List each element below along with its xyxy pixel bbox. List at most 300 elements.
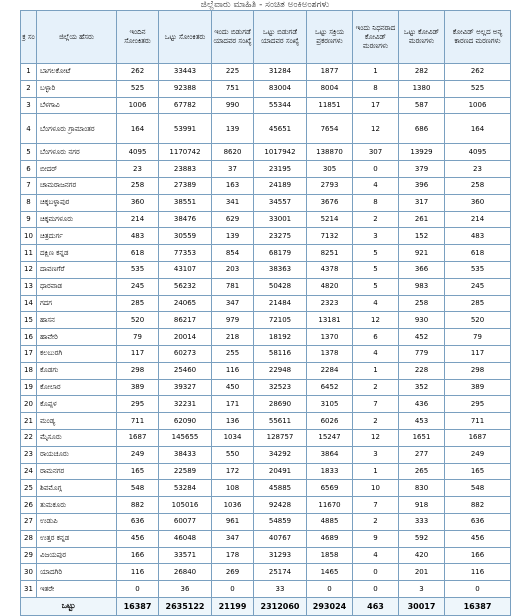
district-name-cell: ಗದಗ: [37, 295, 117, 312]
total-deaths-cell: 317: [399, 194, 445, 211]
today-deaths-cell: 12: [353, 312, 399, 329]
active-cases-cell: 1370: [307, 329, 353, 346]
active-cases-cell: 3864: [307, 446, 353, 463]
today-deaths-cell: 8: [353, 80, 399, 97]
table-row: [21, 278, 511, 295]
other-deaths-cell: 79: [445, 329, 511, 346]
today-deaths-cell: 3: [353, 228, 399, 245]
today-deaths-cell: 4: [353, 295, 399, 312]
totals-row: [21, 597, 511, 615]
other-deaths-cell: 389: [445, 379, 511, 396]
district-name-cell: ರಾಮನಗರ: [37, 463, 117, 480]
active-cases-cell: 1378: [307, 345, 353, 362]
district-name-cell: ರಾಯಚೂರು: [37, 446, 117, 463]
total-infected-cell: 60273: [159, 345, 212, 362]
today-deaths-cell: 4: [353, 177, 399, 194]
today-discharged-cell: 450: [212, 379, 254, 396]
total-infected-cell: 26840: [159, 564, 212, 581]
active-cases-cell: 6452: [307, 379, 353, 396]
total-discharged-cell: 45885: [254, 480, 307, 497]
today-discharged-cell: 225: [212, 64, 254, 81]
district-name-cell: ಮೈಸೂರು: [37, 429, 117, 446]
serial-cell: 6: [21, 161, 37, 178]
total-discharged-cell: 33001: [254, 211, 307, 228]
total-deaths-cell: 420: [399, 547, 445, 564]
table-row: [21, 345, 511, 362]
today-discharged-cell: 347: [212, 295, 254, 312]
district-name-cell: ಬೆಳಗಾವಿ: [37, 97, 117, 114]
total-deaths-cell: 453: [399, 413, 445, 430]
today-discharged-cell: 781: [212, 278, 254, 295]
today-infected-cell: 245: [117, 278, 159, 295]
table-row: [21, 80, 511, 97]
total-deaths-cell: 592: [399, 530, 445, 547]
serial-cell: 30: [21, 564, 37, 581]
today-infected-cell: 711: [117, 413, 159, 430]
total-active-cases: 293024: [307, 597, 353, 615]
table-row: [21, 97, 511, 114]
serial-cell: 3: [21, 97, 37, 114]
district-name-cell: ಕೋಲಾರ: [37, 379, 117, 396]
today-discharged-cell: 163: [212, 177, 254, 194]
table-row: [21, 245, 511, 262]
total-deaths-cell: 830: [399, 480, 445, 497]
total-deaths-cell: 779: [399, 345, 445, 362]
total-infected-cell: 56232: [159, 278, 212, 295]
today-infected-cell: 249: [117, 446, 159, 463]
total-deaths-cell: 930: [399, 312, 445, 329]
district-name-cell: ಹಾವೇರಿ: [37, 329, 117, 346]
serial-cell: 13: [21, 278, 37, 295]
total-discharged-cell: 128757: [254, 429, 307, 446]
today-deaths-cell: 1: [353, 463, 399, 480]
active-cases-cell: 1833: [307, 463, 353, 480]
col-header-other-deaths: ಕೋವಿಡ್ ಅಲ್ಲದ ಅನ್ಯ ಕಾರಣದ ಮರಣಗಳು: [445, 11, 511, 64]
total-infected-cell: 38551: [159, 194, 212, 211]
total-discharged-cell: 40767: [254, 530, 307, 547]
active-cases-cell: 2284: [307, 362, 353, 379]
total-infected-cell: 38433: [159, 446, 212, 463]
today-discharged-cell: 37: [212, 161, 254, 178]
total-discharged-cell: 55611: [254, 413, 307, 430]
today-discharged-cell: 218: [212, 329, 254, 346]
today-deaths-cell: 7: [353, 497, 399, 514]
total-infected-cell: 25460: [159, 362, 212, 379]
table-row: [21, 564, 511, 581]
total-deaths-cell: 379: [399, 161, 445, 178]
serial-cell: 20: [21, 396, 37, 413]
other-deaths-cell: 0: [445, 581, 511, 598]
total-infected-cell: 27389: [159, 177, 212, 194]
today-infected-cell: 262: [117, 64, 159, 81]
other-deaths-cell: 262: [445, 64, 511, 81]
total-infected-cell: 1170742: [159, 144, 212, 161]
serial-cell: 5: [21, 144, 37, 161]
total-infected-cell: 33571: [159, 547, 212, 564]
col-header-today-discharged: ಇಂದು ಬಿಡುಗಡೆ ಯಾದವರ ಸಂಖ್ಯೆ: [212, 11, 254, 64]
today-discharged-cell: 1036: [212, 497, 254, 514]
table-row: [21, 463, 511, 480]
today-deaths-cell: 10: [353, 480, 399, 497]
table-row: [21, 177, 511, 194]
today-deaths-cell: 5: [353, 261, 399, 278]
table-row: [21, 379, 511, 396]
today-discharged-cell: 979: [212, 312, 254, 329]
today-infected-cell: 1006: [117, 97, 159, 114]
active-cases-cell: 1877: [307, 64, 353, 81]
serial-cell: 15: [21, 312, 37, 329]
serial-cell: 4: [21, 114, 37, 144]
district-name-cell: ಬೀದರ್: [37, 161, 117, 178]
today-infected-cell: 483: [117, 228, 159, 245]
serial-cell: 28: [21, 530, 37, 547]
table-title: ಜಿಲ್ಲೆವಾರು ಮಾಹಿತಿ - ಸಂಚಿತ ಅಂಕಿಅಂಶಗಳು: [20, 0, 510, 12]
district-name-cell: ಬೆಂಗಳೂರು ಗ್ರಾಮಾಂತರ: [37, 114, 117, 144]
other-deaths-cell: 1006: [445, 97, 511, 114]
serial-cell: 23: [21, 446, 37, 463]
total-discharged-cell: 45651: [254, 114, 307, 144]
today-infected-cell: 1687: [117, 429, 159, 446]
total-discharged-cell: 21484: [254, 295, 307, 312]
total-deaths-cell: 152: [399, 228, 445, 245]
today-discharged-cell: 269: [212, 564, 254, 581]
table-row: [21, 429, 511, 446]
other-deaths-cell: 618: [445, 245, 511, 262]
total-infected-cell: 53991: [159, 114, 212, 144]
total-infected-cell: 86217: [159, 312, 212, 329]
active-cases-cell: 4885: [307, 513, 353, 530]
today-infected-cell: 456: [117, 530, 159, 547]
district-name-cell: ಧಾರವಾಡ: [37, 278, 117, 295]
col-header-total-discharged: ಒಟ್ಟು ಬಿಡುಗಡೆ ಯಾದವರ ಸಂಖ್ಯೆ: [254, 11, 307, 64]
total-discharged-cell: 72105: [254, 312, 307, 329]
other-deaths-cell: 295: [445, 396, 511, 413]
total-discharged-cell: 20491: [254, 463, 307, 480]
total-deaths-cell: 1651: [399, 429, 445, 446]
total-discharged-cell: 38363: [254, 261, 307, 278]
total-today-infected: 16387: [117, 597, 159, 615]
today-infected-cell: 164: [117, 114, 159, 144]
total-infected-cell: 92388: [159, 80, 212, 97]
today-infected-cell: 116: [117, 564, 159, 581]
active-cases-cell: 15247: [307, 429, 353, 446]
other-deaths-cell: 882: [445, 497, 511, 514]
district-name-cell: ಚಾಮರಾಜನಗರ: [37, 177, 117, 194]
today-infected-cell: 520: [117, 312, 159, 329]
total-discharged-cell: 23195: [254, 161, 307, 178]
today-deaths-cell: 12: [353, 114, 399, 144]
active-cases-cell: 3676: [307, 194, 353, 211]
active-cases-cell: 4820: [307, 278, 353, 295]
today-discharged-cell: 203: [212, 261, 254, 278]
total-infected-cell: 23883: [159, 161, 212, 178]
table-row: [21, 312, 511, 329]
col-header-active-cases: ಒಟ್ಟು ಸಕ್ರಿಯ ಪ್ರಕರಣಗಳು: [307, 11, 353, 64]
table-row: [21, 547, 511, 564]
serial-cell: 2: [21, 80, 37, 97]
active-cases-cell: 5214: [307, 211, 353, 228]
district-name-cell: ತುಮಕೂರು: [37, 497, 117, 514]
district-stats-table: [20, 10, 511, 616]
total-deaths-cell: 277: [399, 446, 445, 463]
today-deaths-cell: 5: [353, 278, 399, 295]
active-cases-cell: 138870: [307, 144, 353, 161]
active-cases-cell: 3105: [307, 396, 353, 413]
total-deaths-cell: 983: [399, 278, 445, 295]
active-cases-cell: 2323: [307, 295, 353, 312]
table-row: [21, 396, 511, 413]
today-discharged-cell: 116: [212, 362, 254, 379]
active-cases-cell: 8251: [307, 245, 353, 262]
col-header-district: ಜಿಲ್ಲೆಯ ಹೆಸರು: [37, 11, 117, 64]
other-deaths-cell: 258: [445, 177, 511, 194]
total-infected-cell: 77353: [159, 245, 212, 262]
today-discharged-cell: 178: [212, 547, 254, 564]
total-deaths-cell: 436: [399, 396, 445, 413]
serial-cell: 21: [21, 413, 37, 430]
today-deaths-cell: 7: [353, 396, 399, 413]
total-today-discharged: 21199: [212, 597, 254, 615]
today-deaths-cell: 2: [353, 211, 399, 228]
today-discharged-cell: 108: [212, 480, 254, 497]
today-discharged-cell: 139: [212, 228, 254, 245]
today-infected-cell: 4095: [117, 144, 159, 161]
col-header-today-deaths: ಇಂದು ನಿಧನರಾದ ಕೋವಿಡ್ ಮರಣಗಳು: [353, 11, 399, 64]
total-deaths-cell: 587: [399, 97, 445, 114]
total-deaths-cell: 13929: [399, 144, 445, 161]
today-discharged-cell: 0: [212, 581, 254, 598]
district-name-cell: ಬಳ್ಳಾರಿ: [37, 80, 117, 97]
other-deaths-cell: 117: [445, 345, 511, 362]
today-discharged-cell: 751: [212, 80, 254, 97]
total-deaths: 30017: [399, 597, 445, 615]
table-row: [21, 161, 511, 178]
other-deaths-cell: 360: [445, 194, 511, 211]
serial-cell: 17: [21, 345, 37, 362]
today-discharged-cell: 172: [212, 463, 254, 480]
footnote-strip: [20, 592, 510, 600]
other-deaths-cell: 298: [445, 362, 511, 379]
total-infected-cell: 62090: [159, 413, 212, 430]
total-deaths-cell: 228: [399, 362, 445, 379]
total-discharged-cell: 31284: [254, 64, 307, 81]
today-discharged-cell: 171: [212, 396, 254, 413]
total-deaths-cell: 352: [399, 379, 445, 396]
total-infected-cell: 32231: [159, 396, 212, 413]
today-deaths-cell: 4: [353, 345, 399, 362]
other-deaths-cell: 525: [445, 80, 511, 97]
active-cases-cell: 6569: [307, 480, 353, 497]
district-name-cell: ಚಿತ್ರದುರ್ಗ: [37, 228, 117, 245]
serial-cell: 8: [21, 194, 37, 211]
district-name-cell: ಇತರೇ: [37, 581, 117, 598]
total-deaths-cell: 258: [399, 295, 445, 312]
table-row: [21, 513, 511, 530]
today-infected-cell: 258: [117, 177, 159, 194]
other-deaths-cell: 249: [445, 446, 511, 463]
serial-cell: 9: [21, 211, 37, 228]
total-infected-cell: 60077: [159, 513, 212, 530]
total-infected-cell: 105016: [159, 497, 212, 514]
total-discharged-cell: 22948: [254, 362, 307, 379]
serial-cell: 29: [21, 547, 37, 564]
other-deaths-cell: 636: [445, 513, 511, 530]
today-discharged-cell: 550: [212, 446, 254, 463]
district-name-cell: ಬಾಗಲಕೋಟೆ: [37, 64, 117, 81]
district-name-cell: ಕೊಡಗು: [37, 362, 117, 379]
total-infected-cell: 53284: [159, 480, 212, 497]
other-deaths-cell: 23: [445, 161, 511, 178]
active-cases-cell: 8004: [307, 80, 353, 97]
total-infected-cell: 38476: [159, 211, 212, 228]
today-deaths-cell: 0: [353, 581, 399, 598]
total-infected-cell: 39327: [159, 379, 212, 396]
active-cases-cell: 2793: [307, 177, 353, 194]
total-infected-cell: 46048: [159, 530, 212, 547]
table-row: [21, 480, 511, 497]
today-deaths-cell: 1: [353, 64, 399, 81]
today-infected-cell: 117: [117, 345, 159, 362]
active-cases-cell: 13181: [307, 312, 353, 329]
table-row: [21, 114, 511, 144]
district-name-cell: ವಿಜಯಪುರ: [37, 547, 117, 564]
table-row: [21, 64, 511, 81]
table-row: [21, 228, 511, 245]
total-discharged-cell: 18192: [254, 329, 307, 346]
today-infected-cell: 23: [117, 161, 159, 178]
total-discharged-cell: 1017942: [254, 144, 307, 161]
total-discharged: 2312060: [254, 597, 307, 615]
total-discharged-cell: 83004: [254, 80, 307, 97]
total-discharged-cell: 24189: [254, 177, 307, 194]
col-header-total-deaths: ಒಟ್ಟು ಕೋವಿಡ್ ಮರಣಗಳು: [399, 11, 445, 64]
total-discharged-cell: 68179: [254, 245, 307, 262]
total-deaths-cell: 333: [399, 513, 445, 530]
today-discharged-cell: 347: [212, 530, 254, 547]
total-other-deaths: 16387: [445, 597, 511, 615]
other-deaths-cell: 285: [445, 295, 511, 312]
header-row: [21, 11, 511, 64]
district-name-cell: ಕಲಬುರಗಿ: [37, 345, 117, 362]
district-name-cell: ದಕ್ಷಿಣ ಕನ್ನಡ: [37, 245, 117, 262]
district-name-cell: ಮಂಡ್ಯ: [37, 413, 117, 430]
today-deaths-cell: 4: [353, 547, 399, 564]
today-infected-cell: 535: [117, 261, 159, 278]
total-infected-cell: 67782: [159, 97, 212, 114]
today-infected-cell: 214: [117, 211, 159, 228]
today-infected-cell: 525: [117, 80, 159, 97]
total-discharged-cell: 32523: [254, 379, 307, 396]
totals-label: ಒಟ್ಟು: [21, 597, 117, 615]
today-infected-cell: 166: [117, 547, 159, 564]
other-deaths-cell: 520: [445, 312, 511, 329]
today-discharged-cell: 139: [212, 114, 254, 144]
district-name-cell: ಚಿಕ್ಕಬಳ್ಳಾಪುರ: [37, 194, 117, 211]
today-infected-cell: 548: [117, 480, 159, 497]
district-name-cell: ಹಾಸನ: [37, 312, 117, 329]
active-cases-cell: 7654: [307, 114, 353, 144]
today-infected-cell: 360: [117, 194, 159, 211]
active-cases-cell: 11851: [307, 97, 353, 114]
today-deaths-cell: 8: [353, 194, 399, 211]
today-infected-cell: 298: [117, 362, 159, 379]
other-deaths-cell: 711: [445, 413, 511, 430]
total-infected-cell: 33443: [159, 64, 212, 81]
table-row: [21, 362, 511, 379]
total-infected-cell: 43107: [159, 261, 212, 278]
today-deaths-cell: 307: [353, 144, 399, 161]
serial-cell: 10: [21, 228, 37, 245]
serial-cell: 12: [21, 261, 37, 278]
total-today-deaths: 463: [353, 597, 399, 615]
serial-cell: 18: [21, 362, 37, 379]
total-deaths-cell: 1380: [399, 80, 445, 97]
table-row: [21, 413, 511, 430]
table-row: [21, 261, 511, 278]
total-discharged-cell: 33: [254, 581, 307, 598]
total-deaths-cell: 3: [399, 581, 445, 598]
district-name-cell: ಬೆಂಗಳೂರು ನಗರ: [37, 144, 117, 161]
total-deaths-cell: 686: [399, 114, 445, 144]
table-row: [21, 446, 511, 463]
total-deaths-cell: 921: [399, 245, 445, 262]
today-deaths-cell: 0: [353, 161, 399, 178]
other-deaths-cell: 245: [445, 278, 511, 295]
district-name-cell: ಉತ್ತರ ಕನ್ನಡ: [37, 530, 117, 547]
total-infected-cell: 145655: [159, 429, 212, 446]
today-deaths-cell: 6: [353, 329, 399, 346]
serial-cell: 26: [21, 497, 37, 514]
table-row: [21, 530, 511, 547]
today-discharged-cell: 1034: [212, 429, 254, 446]
today-discharged-cell: 136: [212, 413, 254, 430]
active-cases-cell: 4378: [307, 261, 353, 278]
total-deaths-cell: 918: [399, 497, 445, 514]
today-deaths-cell: 3: [353, 446, 399, 463]
serial-cell: 7: [21, 177, 37, 194]
other-deaths-cell: 214: [445, 211, 511, 228]
total-infected-cell: 36: [159, 581, 212, 598]
today-deaths-cell: 2: [353, 513, 399, 530]
today-deaths-cell: 9: [353, 530, 399, 547]
other-deaths-cell: 116: [445, 564, 511, 581]
district-name-cell: ಕೊಪ್ಪಳ: [37, 396, 117, 413]
today-deaths-cell: 12: [353, 429, 399, 446]
today-discharged-cell: 854: [212, 245, 254, 262]
today-deaths-cell: 5: [353, 245, 399, 262]
total-discharged-cell: 50428: [254, 278, 307, 295]
total-deaths-cell: 396: [399, 177, 445, 194]
other-deaths-cell: 483: [445, 228, 511, 245]
table-body: [21, 64, 511, 598]
serial-cell: 27: [21, 513, 37, 530]
total-deaths-cell: 265: [399, 463, 445, 480]
district-name-cell: ಉಡುಪಿ: [37, 513, 117, 530]
total-discharged-cell: 92428: [254, 497, 307, 514]
serial-cell: 16: [21, 329, 37, 346]
today-deaths-cell: 2: [353, 413, 399, 430]
col-header-today-infected: ಇಂದಿನ ಸೋಂಕಿತರು: [117, 11, 159, 64]
total-deaths-cell: 282: [399, 64, 445, 81]
today-infected-cell: 618: [117, 245, 159, 262]
today-infected-cell: 285: [117, 295, 159, 312]
district-name-cell: ಶಿವಮೊಗ್ಗ: [37, 480, 117, 497]
district-name-cell: ಚಿಕ್ಕಮಗಳೂರು: [37, 211, 117, 228]
other-deaths-cell: 548: [445, 480, 511, 497]
serial-cell: 19: [21, 379, 37, 396]
total-discharged-cell: 34292: [254, 446, 307, 463]
total-discharged-cell: 31293: [254, 547, 307, 564]
